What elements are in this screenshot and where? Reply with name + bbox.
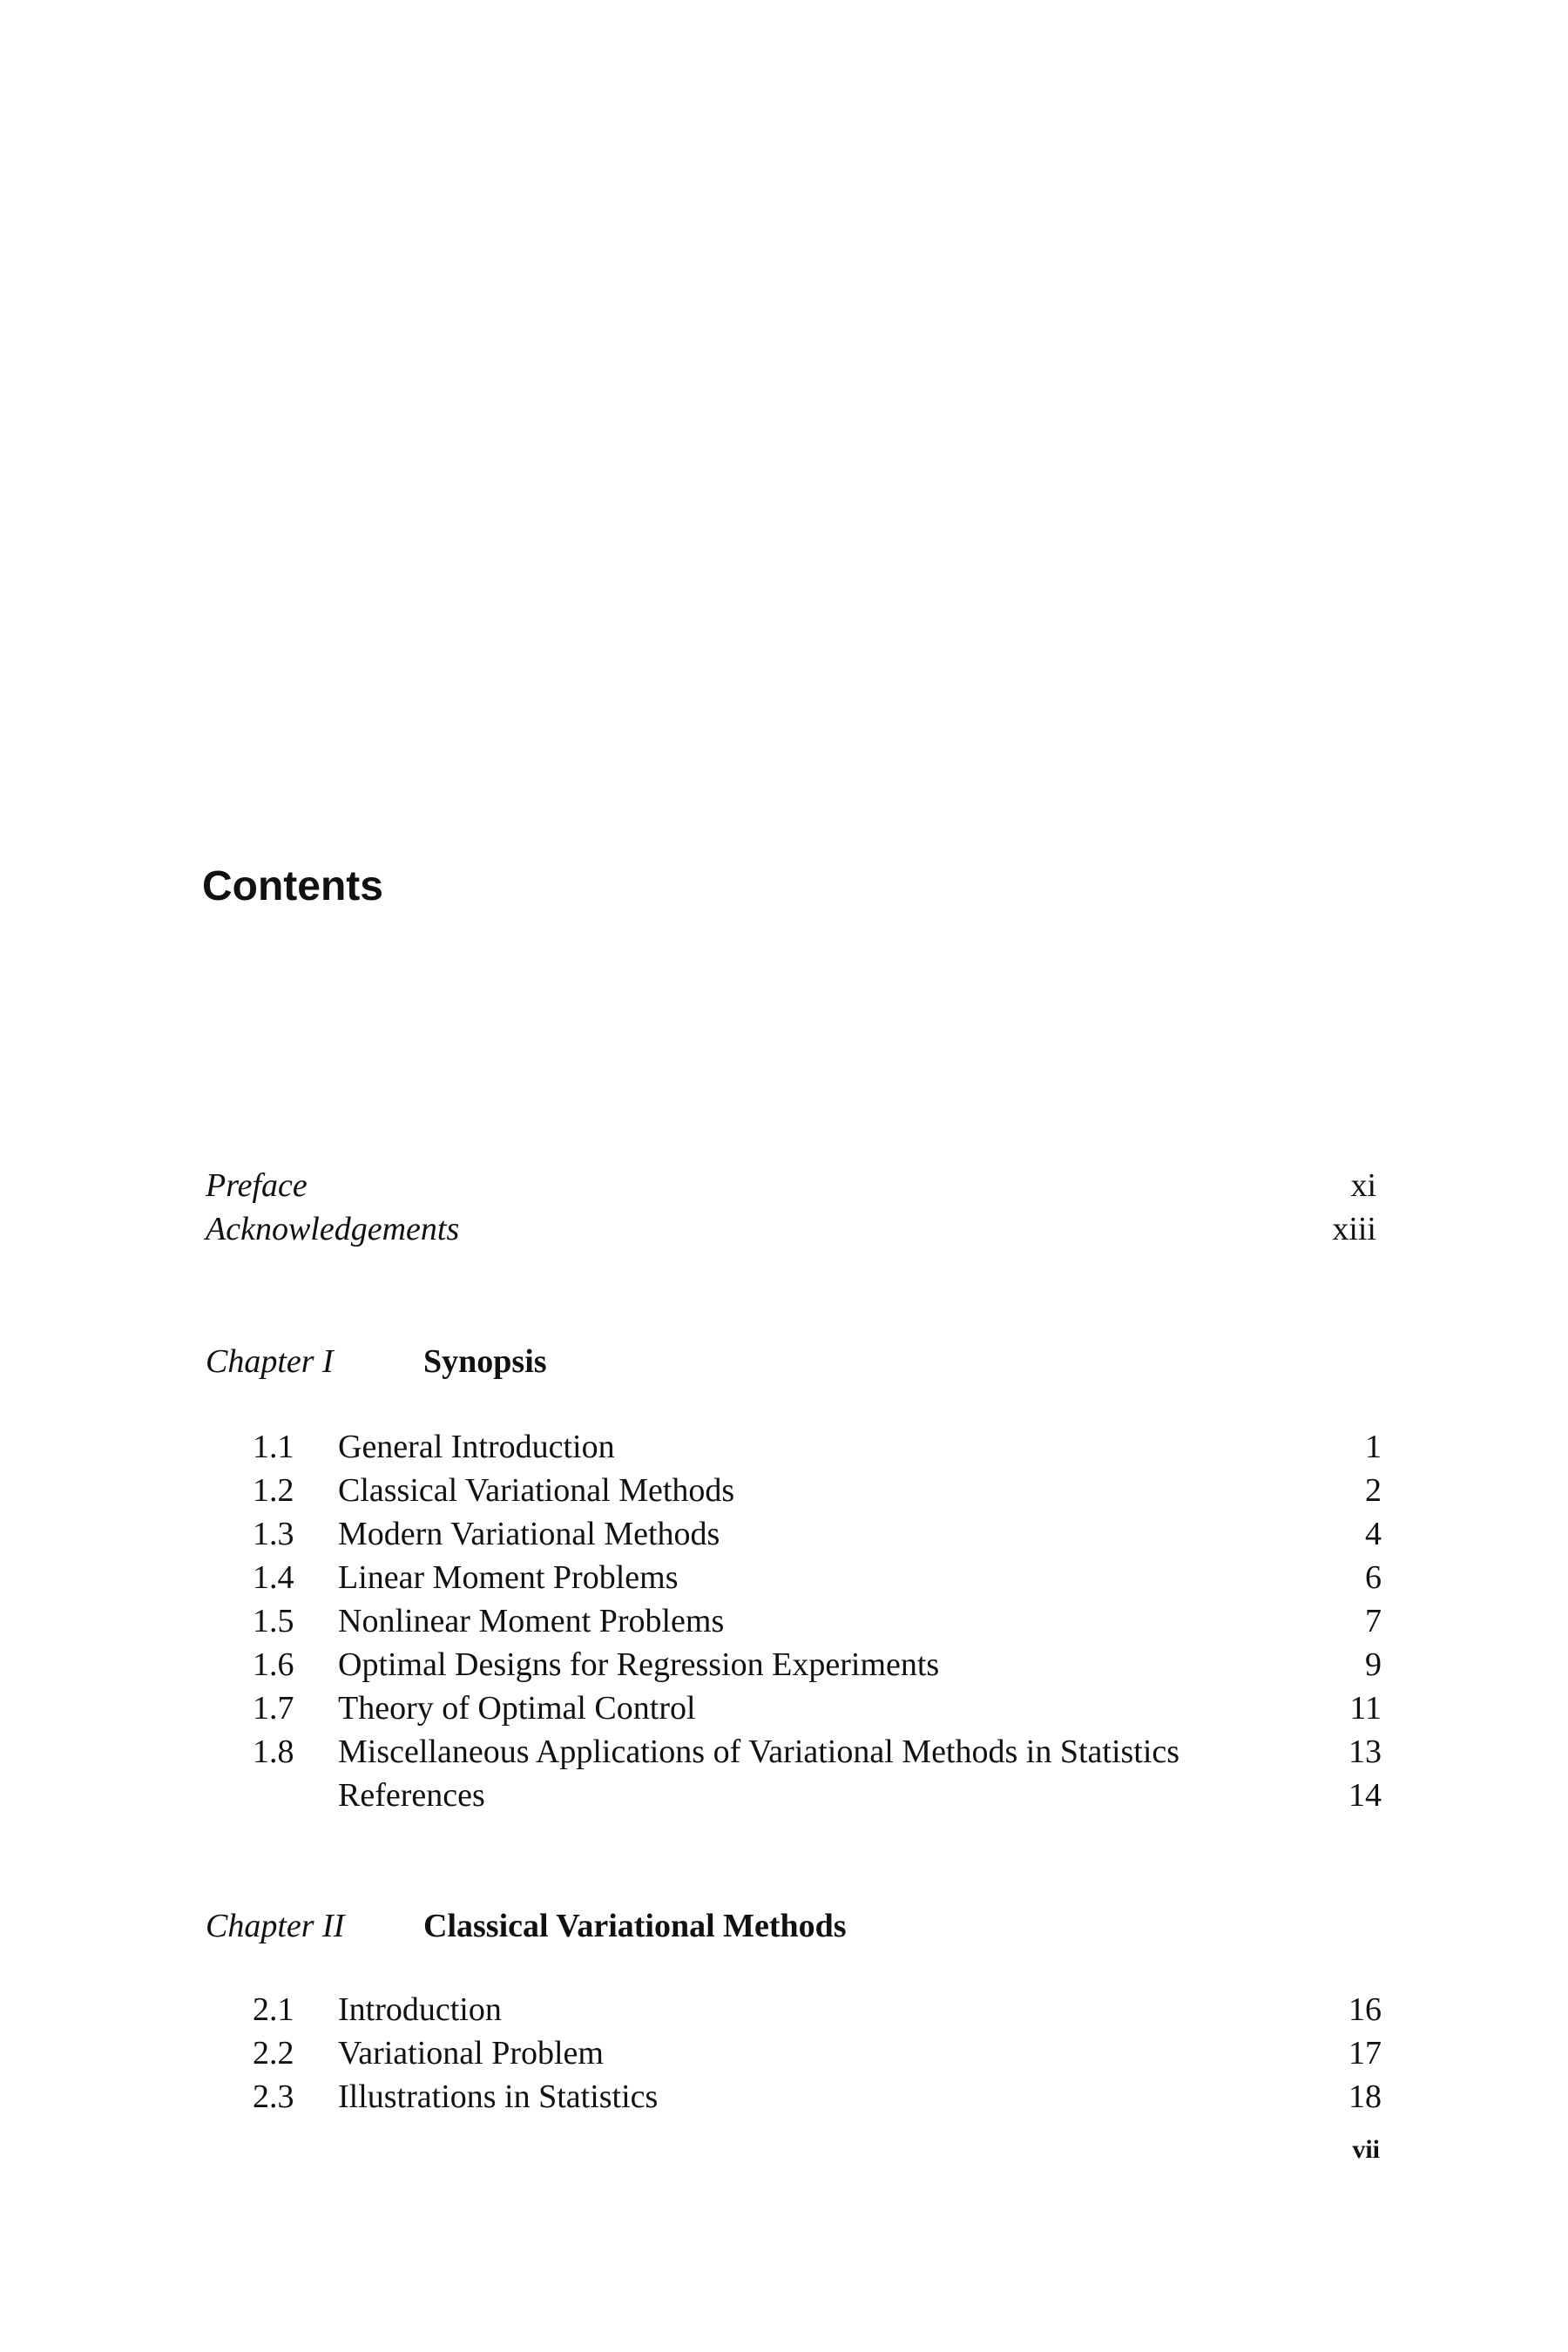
section-page: 1: [1365, 1429, 1382, 1465]
entry-page: xi: [1350, 1167, 1376, 1204]
section-number: 1.4: [253, 1559, 294, 1596]
section-number: 2.3: [253, 2078, 294, 2115]
toc-row: [253, 1425, 1382, 1469]
chapter-name: Classical Variational Methods: [423, 1908, 847, 1944]
section-title: Modern Variational Methods: [338, 1516, 720, 1552]
chapter-label: Chapter I: [206, 1343, 334, 1380]
toc-row: [253, 1988, 1382, 2031]
entry-label: Preface: [206, 1167, 308, 1204]
section-title: Illustrations in Statistics: [338, 2078, 659, 2115]
chapter-heading: [206, 1904, 847, 1948]
section-number: [253, 1774, 338, 1817]
section-page: 18: [1348, 2078, 1382, 2115]
section-page: 16: [1348, 1991, 1382, 2028]
page-title: Contents: [202, 863, 383, 909]
toc-row: [253, 1774, 1382, 1817]
section-title: Optimal Designs for Regression Experiments: [338, 1646, 940, 1683]
front-matter-entry-acknowledgements: [206, 1207, 1376, 1251]
chapter-label: Chapter II: [206, 1908, 345, 1944]
section-title: General Introduction: [338, 1429, 615, 1465]
chapter-name: Synopsis: [423, 1343, 547, 1380]
toc-row: [253, 1730, 1382, 1774]
section-page: 13: [1348, 1734, 1382, 1770]
toc-row: [253, 1599, 1382, 1643]
section-number: 1.3: [253, 1516, 294, 1552]
chapter-2-sections: [253, 1988, 1382, 2119]
section-number: 1.7: [253, 1690, 294, 1727]
section-title: Nonlinear Moment Problems: [338, 1603, 725, 1639]
section-number: 2.2: [253, 2035, 294, 2072]
section-page: 9: [1365, 1646, 1382, 1683]
entry-page: xiii: [1332, 1211, 1376, 1247]
section-number: 1.1: [253, 1429, 294, 1465]
section-number: 2.1: [253, 1991, 294, 2028]
section-title: References: [338, 1777, 485, 1814]
section-page: 4: [1365, 1516, 1382, 1552]
section-page: 17: [1348, 2035, 1382, 2072]
toc-row: [253, 1512, 1382, 1556]
section-number: 1.2: [253, 1472, 294, 1509]
section-title: Linear Moment Problems: [338, 1559, 679, 1596]
page-number: vii: [1352, 2135, 1380, 2164]
toc-row: [253, 1686, 1382, 1730]
chapter-1-sections: [253, 1425, 1382, 1817]
section-page: 7: [1365, 1603, 1382, 1639]
section-title: Variational Problem: [338, 2035, 604, 2072]
section-page: 14: [1348, 1777, 1382, 1814]
front-matter: [206, 1164, 1376, 1251]
toc-row: [253, 2031, 1382, 2075]
section-title: Introduction: [338, 1991, 502, 2028]
section-page: 6: [1365, 1559, 1382, 1596]
toc-row: [253, 1556, 1382, 1599]
section-title: Theory of Optimal Control: [338, 1690, 696, 1727]
section-number: 1.5: [253, 1603, 294, 1639]
front-matter-entry-preface: [206, 1164, 1376, 1207]
section-title: Classical Variational Methods: [338, 1472, 735, 1509]
toc-row: [253, 1469, 1382, 1512]
section-number: 1.8: [253, 1734, 294, 1770]
section-number: 1.6: [253, 1646, 294, 1683]
section-page: 11: [1349, 1690, 1382, 1727]
chapter-heading: [206, 1340, 547, 1383]
toc-row: [253, 2075, 1382, 2119]
section-page: 2: [1365, 1472, 1382, 1509]
entry-label: Acknowledgements: [206, 1211, 460, 1247]
toc-row: [253, 1643, 1382, 1686]
section-title: Miscellaneous Applications of Variational Methods in Statistics: [338, 1734, 1180, 1770]
